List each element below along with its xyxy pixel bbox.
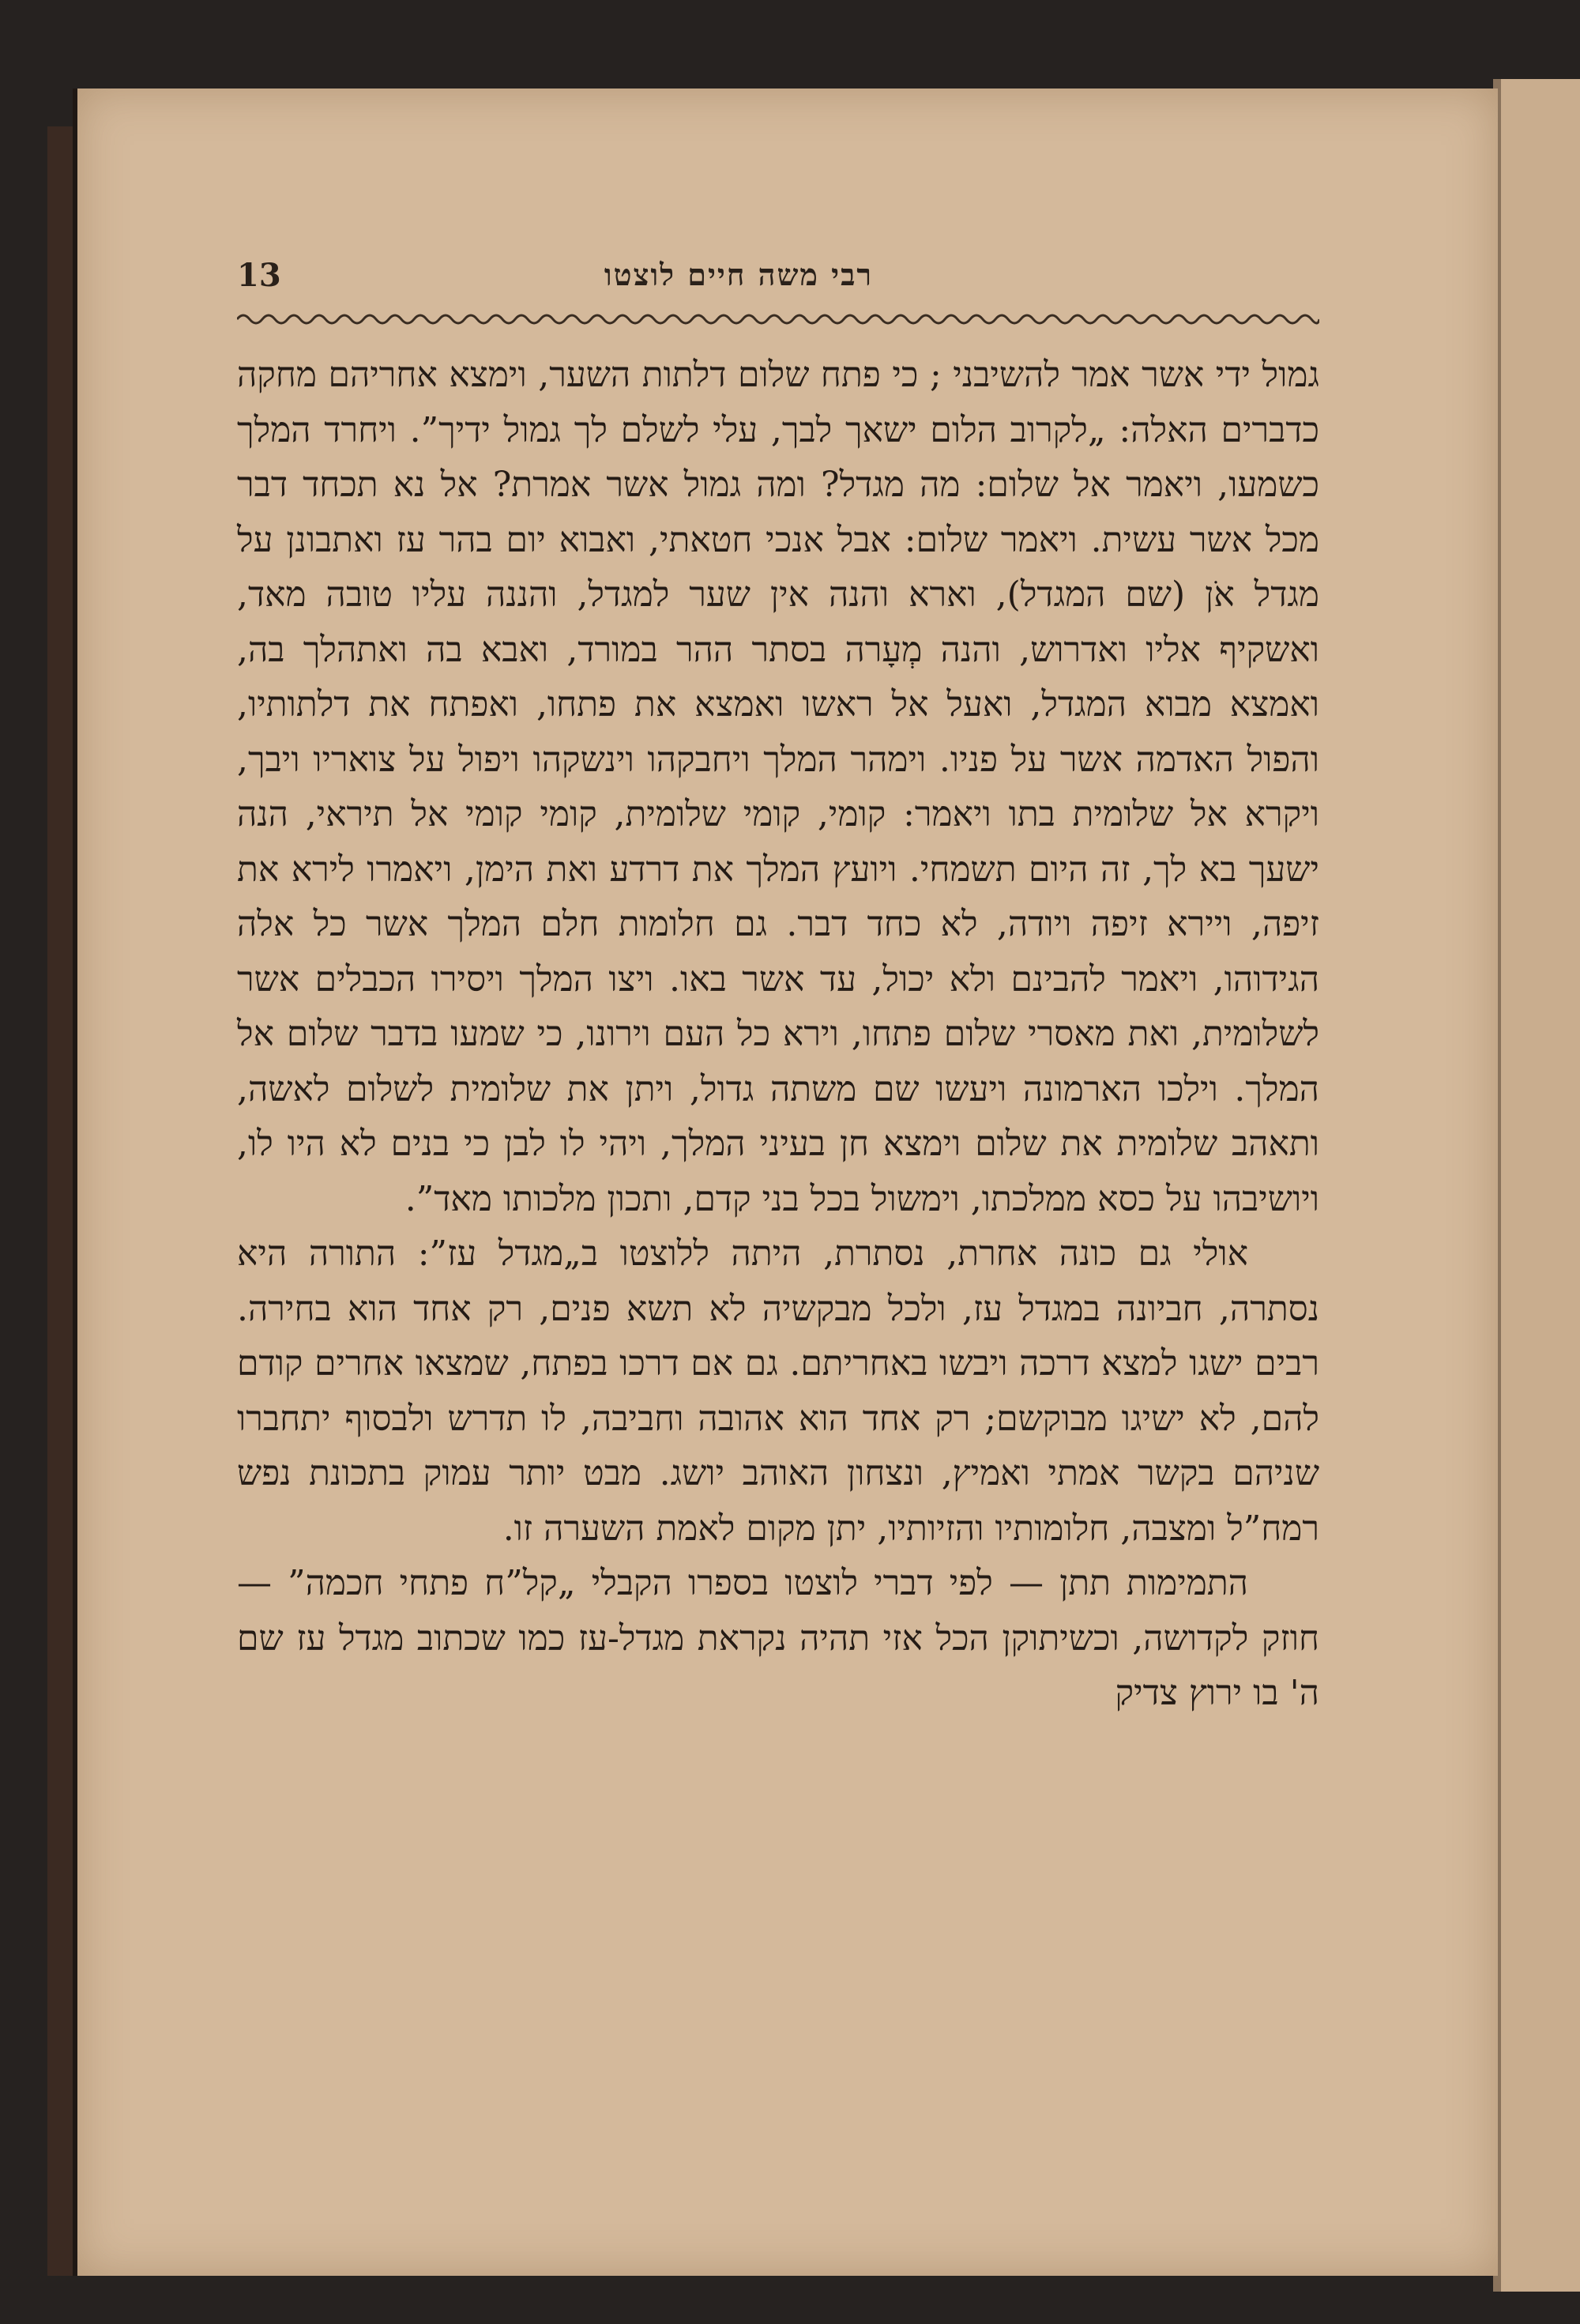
adjacent-page-edge bbox=[1493, 79, 1580, 2292]
paragraph-3: התמימות תתן — לפי דברי לוצטו בספרו הקבלי „קל”ח פתחי חכמה” — חוזק לקדושה, וכשיתוקן הכל אזי תהיה נקראת מגדל-עז כמו שכתוב מגדל עז שם ה' בו ירוץ צדיק bbox=[237, 1563, 1319, 1713]
paragraph-1: גמול ידי אשר אמר להשיבני ; כי פתח שלום דלתות השער, וימצא אחריהם מחקה כדברים האלה: „לקרוב הלום ישאך לבך, עלי לשלם לך גמול ידיך”. ויחרד המלך כשמעו, ויאמר אל שלום: מה מגדל? ומה גמול אשר אמרת? אל נא תכחד דבר מכל אשר עשית. ויאמר שלום: אבל אנכי חטאתי, ואבוא יום בהר עז ואתבונן על מגדל אֹן (שם המגדל), וארא והנה אין שער למגדל, והננה עליו טובה מאד, ואשקיף אליו ואדרוש, והנה מְעָרה בסתר ההר במורד, ואבא בה ואתהלך בה, ואמצא מבוא המגדל, ואעל אל ראשו ואמצא את פתחו, ואפתח את דלתותיו, והפול האדמה אשר על פניו. וימהר המלך ויחבקהו וינשקהו ויפול על צואריו ויבך, ויקרא אל שלומית בתו ויאמר: קומי, קומי שלומית, קומי קומי אל תיראי, הנה ישעך בא לך, זה היום תשמחי. ויועץ המלך את דרדע ואת הימן, ויאמרו לירא את זיפה, ויירא זיפה ויודה, לא כחד דבר. גם חלומות חלם המלך אשר כל אלה הגידוהו, ויאמר להבינם ולא יכול, עד אשר באו. ויצו המלך ויסירו הכבלים אשר לשלומית, ואת מאסרי שלום פתחו, וירא כל העם וירונו, כי שמעו בדבר שלום אל המלך. וילכו הארמונה ויעשו שם משתה גדול, ויתן את שלומית לשלום לאשה, ותאהב שלומית את שלום וימצא חן בעיני המלך, ויהי לו לבן כי בנים לא היו לו, ויושיבהו על כסא ממלכתו, וימשול בכל בני קדם, ותכון מלכותו מאד”. bbox=[237, 355, 1319, 1219]
running-title: רבי משה חיים לוצטו bbox=[604, 257, 874, 292]
page-number: 13 bbox=[237, 257, 281, 294]
decorative-wavy-rule bbox=[237, 310, 1319, 329]
body-text bbox=[237, 348, 1319, 1721]
paragraph-2: אולי גם כונה אחרת, נסתרת, היתה ללוצטו ב„מגדל עז”: התורה היא נסתרה, חביונה במגדל עז, ולכל מבקשיה לא תשא פנים, רק אחד הוא בחירה. רבים ישגו למצא דרכה ויבשו באחריתם. גם אם דרכו בפתח, שמצאו אחרים קודם להם, לא ישיגו מבוקשם; רק אחד הוא אהובה וחביבה, לו תדרש ולבסוף יתחברו שניהם בקשר אמתי ואמיץ, ונצחון האוהב יושג. מבט יותר עמוק בתכונת נפש רמח”ל ומצבה, חלומותיו והזיותיו, יתן מקום לאמת השערה זו. bbox=[237, 1234, 1319, 1549]
page-header bbox=[158, 257, 1319, 304]
